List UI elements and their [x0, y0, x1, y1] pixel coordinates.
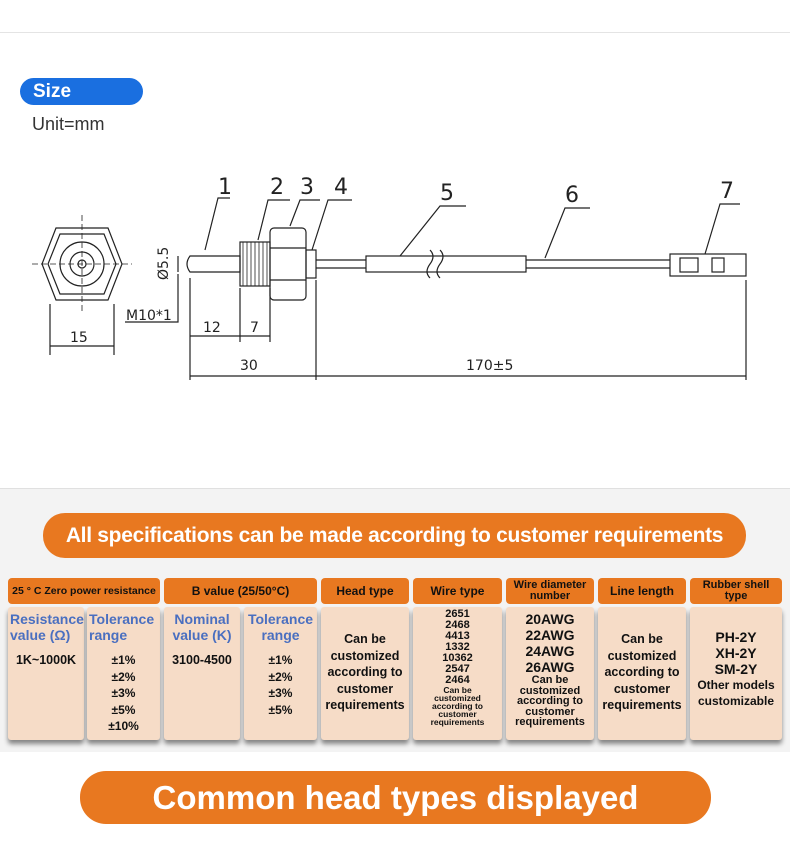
size-badge: Size [20, 78, 143, 105]
bvalue-nominal-cell [164, 607, 240, 740]
technical-drawing [0, 170, 790, 400]
part-numbers [218, 175, 734, 208]
line-length-text: Can be customized according to customer requirements [602, 632, 682, 712]
header-resistance: 25 ° C Zero power resistance [8, 578, 160, 604]
header-rubber-shell: Rubber shell type [690, 578, 782, 604]
header-bvalue: B value (25/50°C) [164, 578, 317, 604]
rubber-shell-note: Other models customizable [697, 678, 775, 708]
dim-probe: 12 [203, 320, 221, 336]
wire-type-cell [413, 607, 502, 740]
header-line-length: Line length [598, 578, 686, 604]
list-item: XH-2Y [715, 645, 757, 661]
head-type-text: Can be customized according to customer requirements [325, 632, 405, 712]
rubber-shell-list [690, 629, 782, 677]
list-item: 22AWG [525, 627, 575, 643]
list-item: ±5% [268, 702, 293, 717]
list-item: ±3% [268, 686, 293, 700]
list-item: ±5% [111, 702, 136, 717]
header-head-type: Head type [321, 578, 409, 604]
resistance-tolerance-title: Tolerance range [89, 611, 155, 643]
list-item: ±2% [268, 669, 293, 684]
specs-banner: All specifications can be made according to customer requirements [43, 513, 746, 558]
probe-tip [187, 256, 240, 272]
list-item: 20AWG [525, 611, 575, 627]
list-item: 2651 [445, 608, 470, 620]
list-item: 2468 [445, 619, 470, 631]
bvalue-tolerance-cell [244, 607, 317, 740]
resistance-value-cell [8, 607, 84, 740]
wire-type-note: Can be customized according to customer requirements [430, 685, 485, 727]
wire-diameter-note: Can be customized according to customer requirements [515, 674, 585, 728]
list-item: 2464 [445, 674, 470, 686]
part-number: 7 [720, 179, 734, 204]
head-type-cell [321, 607, 409, 740]
resistance-tolerance-list [87, 652, 160, 735]
top-divider [0, 32, 790, 33]
bvalue-tolerance-list [244, 652, 317, 718]
list-item: 24AWG [525, 643, 575, 659]
bvalue-tolerance-title: Tolerance range [247, 611, 314, 643]
dim-head-total: 30 [240, 358, 258, 374]
unit-label: Unit=mm [32, 114, 105, 134]
list-item: SM-2Y [714, 661, 758, 677]
head-types-banner: Common head types displayed [80, 771, 711, 824]
line-length-cell [598, 607, 686, 740]
diameter-label: Ø5.5 [156, 246, 172, 280]
dim-hex-width: 15 [70, 330, 88, 346]
bvalue-nominal-title: Nominal value (K) [172, 611, 232, 643]
list-item: PH-2Y [715, 629, 757, 645]
resistance-tolerance-cell [87, 607, 160, 740]
header-wire-type: Wire type [413, 578, 502, 604]
part-number: 5 [440, 181, 454, 206]
thread-label: M10*1 [126, 308, 172, 324]
resistance-value: 1K~1000K [15, 653, 77, 667]
part-number: 1 [218, 175, 232, 200]
rubber-shell-cell [690, 607, 782, 740]
list-item: 10362 [442, 652, 473, 664]
dim-thread: 7 [250, 320, 259, 336]
list-item: 1332 [445, 641, 470, 653]
list-item: ±1% [268, 653, 293, 667]
part-number: 3 [300, 175, 314, 200]
wire-diameter-cell [506, 607, 594, 740]
wire-type-list [413, 607, 502, 686]
list-item: ±10% [108, 719, 139, 733]
list-item: ±3% [111, 686, 136, 700]
header-wire-diameter: Wire diameter number [506, 578, 594, 604]
part-number: 6 [565, 183, 579, 208]
wire-diameter-list [506, 611, 594, 675]
list-item: ±1% [111, 653, 136, 667]
part-number: 2 [270, 175, 284, 200]
part-number: 4 [334, 175, 348, 200]
list-item: ±2% [111, 669, 136, 684]
list-item: 26AWG [525, 659, 575, 675]
list-item: 2547 [445, 663, 470, 675]
bvalue-nominal: 3100-4500 [172, 653, 232, 667]
resistance-value-title: Resistance value (Ω) [10, 611, 84, 643]
dim-cable: 170±5 [466, 358, 514, 374]
list-item: 4413 [445, 630, 470, 642]
